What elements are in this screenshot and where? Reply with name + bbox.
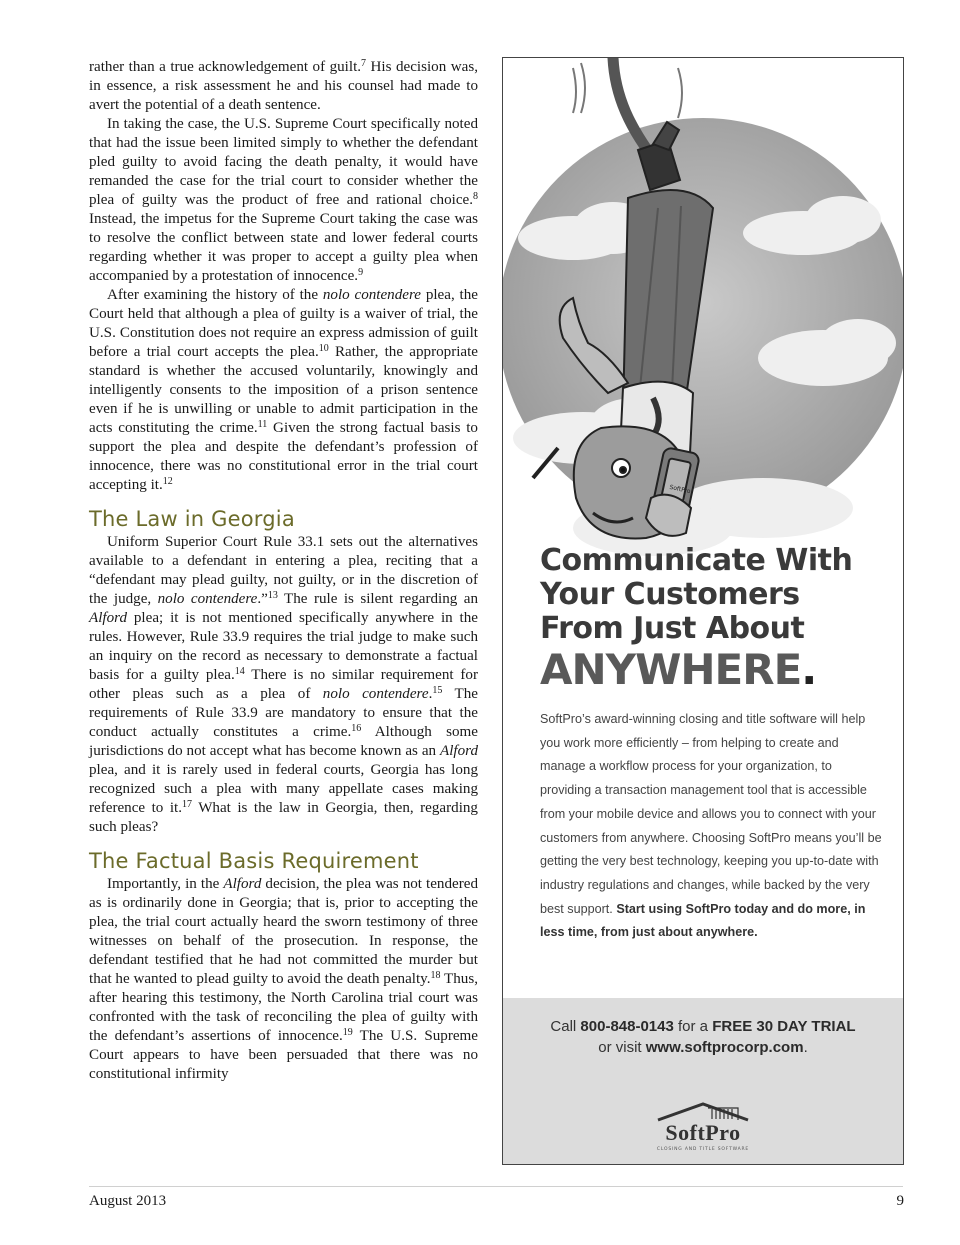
contact-text: Call 800-848-0143 for a FREE 30 DAY TRIAL or visit www.softprocorp.com. — [550, 1018, 856, 1056]
paragraph: Importantly, in the Alford decision, the plea was not tendered as is ordinarily done in Georgia; that is, prior to accepting the plea, the trial court actually heard the sworn testimony of three witnesses on behalf of the prosecution. In response, the defendant testified that he had not committed the murder but that he wanted to plead guilty to avoid the death penalty.$^{18}$ Thus, after hearing this testimony, the North Carolina trial court was confronted with the task of reconciling the plea of guilty with the defendant’s assertions of innocence.$^{19}$ The U.S. Supreme Court appears to have been persuaded that there was no constitutional infirmity — [89, 876, 478, 1082]
footer-date: August 2013 — [89, 1193, 167, 1209]
paragraph: After examining the history of the nolo contendere plea, the Court held that although a plea of guilty is a waiver of trial, the U.S. Constitution does not require an express admission of guilt before a trial court accepts the plea.$^{10}$ Rather, the appropriate standard is whether the accused voluntarily, knowingly and intelligently consents to the imposition of a prison sentence even if he is unwilling or unable to admit participation in the acts constituting the crime.$^{11}$ Given the strong factual basis to support the plea and despite the defendant’s profession of innocence, there was no constitutional error in the trial court accepting it.$^{12}$ — [89, 287, 479, 493]
ad-call-to-action-text: Start using SoftPro today and do more, in less time, from just about anywhere. — [540, 901, 866, 940]
phone-screen-label: SoftPro — [668, 483, 692, 496]
website-link[interactable]: www.softprocorp.com — [645, 1039, 804, 1056]
page-number: 9 — [896, 1193, 904, 1209]
article-column — [89, 58, 478, 1084]
headline-emphasis: ANYWHERE. — [540, 645, 817, 694]
section-heading: The Law in Georgia — [89, 507, 295, 531]
softpro-advertisement[interactable] — [502, 57, 904, 1165]
ad-headline: Communicate With Your Customers From Just About ANYWHERE. — [540, 544, 890, 694]
footer-divider — [89, 1186, 903, 1187]
paragraph: Uniform Superior Court Rule 33.1 sets out the alternatives available to a defendant in entering a plea, reciting that a “defendant may plead guilty, not guilty, or in the discretion of the judge, nolo contendere.”$^{13}$ The rule is silent regarding an Alford plea; it is not mentioned specifically anywhere in the rules. However, Rule 33.9 requires the trial judge to make such an inquiry on the record as necessary to demonstrate a factual basis for a guilty plea.$^{14}$ There is no similar requirement for other pleas such as a plea of nolo contendere.$^{15}$ The requirements of Rule 33.9 are mandatory to ensure that the conduct actually constitutes a crime.$^{16}$ Although some jurisdictions do not accept what has become known as an Alford plea, and it is rarely used in federal courts, Georgia has long recognized such a plea with many appellate cases making reference to it.$^{17}$ What is the law in Georgia, then, regarding such pleas? — [89, 534, 478, 835]
softpro-logo: SoftPro CLOSING AND TITLE SOFTWARE — [648, 1098, 758, 1158]
ad-body-text: SoftPro’s award-winning closing and title software will help you work more efficiently – from helping to create and manage a workflow process for your organization, to providing a transaction management tool that is accessible from your mobile device and allows you to connect with your customers from anywhere. Choosing SoftPro means you’ll be getting the very best technology, keeping you up-to-date with industry regulations and changes, while backed by the very best support. Start using SoftPro today and do more, in less time, from just about anywhere. — [540, 712, 882, 940]
paragraph: rather than a true acknowledgement of guilt.$^7$ His decision was, in essence, a risk assessment he and his counsel had made to avert the potential of a death sentence. — [89, 58, 478, 113]
section-heading: The Factual Basis Requirement — [89, 849, 419, 873]
ad-contact-band — [503, 998, 903, 1164]
paragraph: In taking the case, the U.S. Supreme Court specifically noted that had the issue been limited simply to whether the defendant pled guilty to avoid facing the death penalty, it would have remanded the case for the trial court to consider whether the plea of guilty was the product of free and rational choice.$^8$ Instead, the impetus for the Supreme Court taking the case was to resolve the conflict between state and lower federal courts regarding whether it was proper to accept a guilty plea when accompanied by a protestation of innocence.$^9$ — [89, 116, 478, 284]
bungee-businessman-illustration — [503, 58, 903, 598]
phone-number[interactable]: 800-848-0143 — [580, 1018, 674, 1035]
